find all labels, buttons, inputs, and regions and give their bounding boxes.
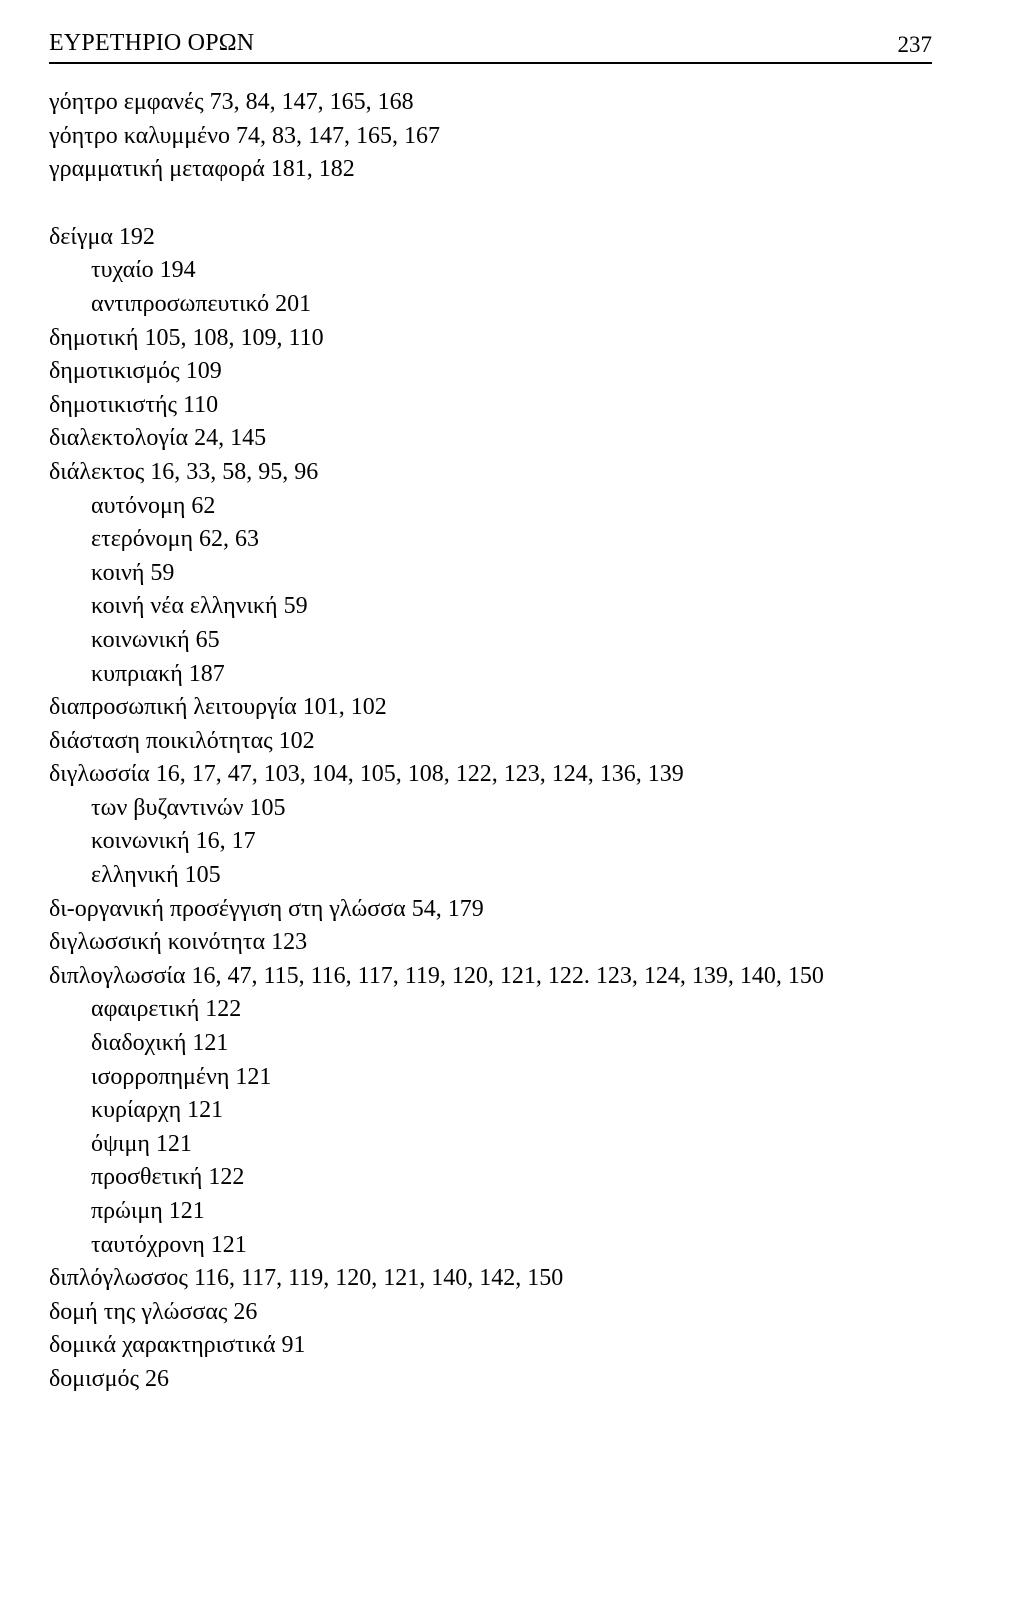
index-entry: δομικά χαρακτηριστικά 91: [49, 1332, 306, 1359]
index-entry: γόητρο εμφανές 73, 84, 147, 165, 168: [49, 89, 414, 115]
index-subentry: πρώιμη 121: [91, 1198, 205, 1224]
index-subentry: αντιπροσωπευτικό 201: [91, 290, 312, 317]
index-entry: γόητρο καλυμμένο 74, 83, 147, 165, 167: [49, 122, 440, 149]
index-subentry: ελληνική 105: [91, 862, 221, 889]
index-subentry: κοινή 59: [91, 559, 175, 586]
running-title: ΕΥΡΕΤΗΡΙΟ ΟΡΩΝ: [49, 30, 255, 56]
section-gap: [49, 187, 949, 221]
index-entry: διπλογλωσσία 16, 47, 115, 116, 117, 119, 120, 121, 122. 123, 124, 139, 140, 150: [49, 962, 824, 989]
index-list: [49, 86, 949, 1397]
index-entry: γραμματική μεταφορά 181, 182: [49, 156, 355, 183]
index-subentry: όψιμη 121: [91, 1130, 192, 1157]
index-subentry: ταυτόχρονη 121: [91, 1231, 247, 1258]
index-subentry: ετερόνομη 62, 63: [91, 526, 260, 553]
index-entry: δημοτική 105, 108, 109, 110: [49, 324, 324, 351]
index-entry: διγλωσσική κοινότητα 123: [49, 929, 308, 956]
index-subentry: κυρίαρχη 121: [91, 1097, 224, 1124]
index-subentry: κοινωνική 16, 17: [91, 828, 256, 855]
index-entry: δημοτικιστής 110: [49, 391, 219, 418]
index-entry: δημοτικισμός 109: [49, 358, 222, 385]
index-subentry: διαδοχική 121: [91, 1030, 229, 1057]
index-entry: δείγμα 192: [49, 223, 155, 250]
index-subentry: αυτόνομη 62: [91, 492, 216, 519]
index-entry: δομή της γλώσσας 26: [49, 1298, 258, 1325]
index-entry: διαπροσωπική λειτουργία 101, 102: [49, 694, 387, 721]
index-entry: διγλωσσία 16, 17, 47, 103, 104, 105, 108, 122, 123, 124, 136, 139: [49, 761, 684, 788]
index-subentry: προσθετική 122: [91, 1164, 245, 1191]
index-subentry: τυχαίο 194: [91, 257, 196, 284]
index-entry: δι-οργανική προσέγγιση στη γλώσσα 54, 179: [49, 895, 484, 922]
index-entry: διαλεκτολογία 24, 145: [49, 425, 267, 452]
page-number: 237: [897, 32, 932, 57]
index-subentry: κυπριακή 187: [91, 660, 225, 687]
index-entry: διάλεκτος 16, 33, 58, 95, 96: [49, 458, 319, 485]
index-subentry: των βυζαντινών 105: [91, 794, 286, 821]
page-header: [49, 26, 932, 64]
index-subentry: κοινή νέα ελληνική 59: [91, 593, 308, 620]
index-entry: διάσταση ποικιλότητας 102: [49, 727, 315, 754]
index-subentry: κοινωνική 65: [91, 626, 220, 653]
index-entry: διπλόγλωσσος 116, 117, 119, 120, 121, 140, 142, 150: [49, 1265, 564, 1292]
index-subentry: αφαιρετική 122: [91, 996, 242, 1023]
index-subentry: ισορροπημένη 121: [91, 1063, 272, 1090]
index-entry: δομισμός 26: [49, 1365, 169, 1392]
